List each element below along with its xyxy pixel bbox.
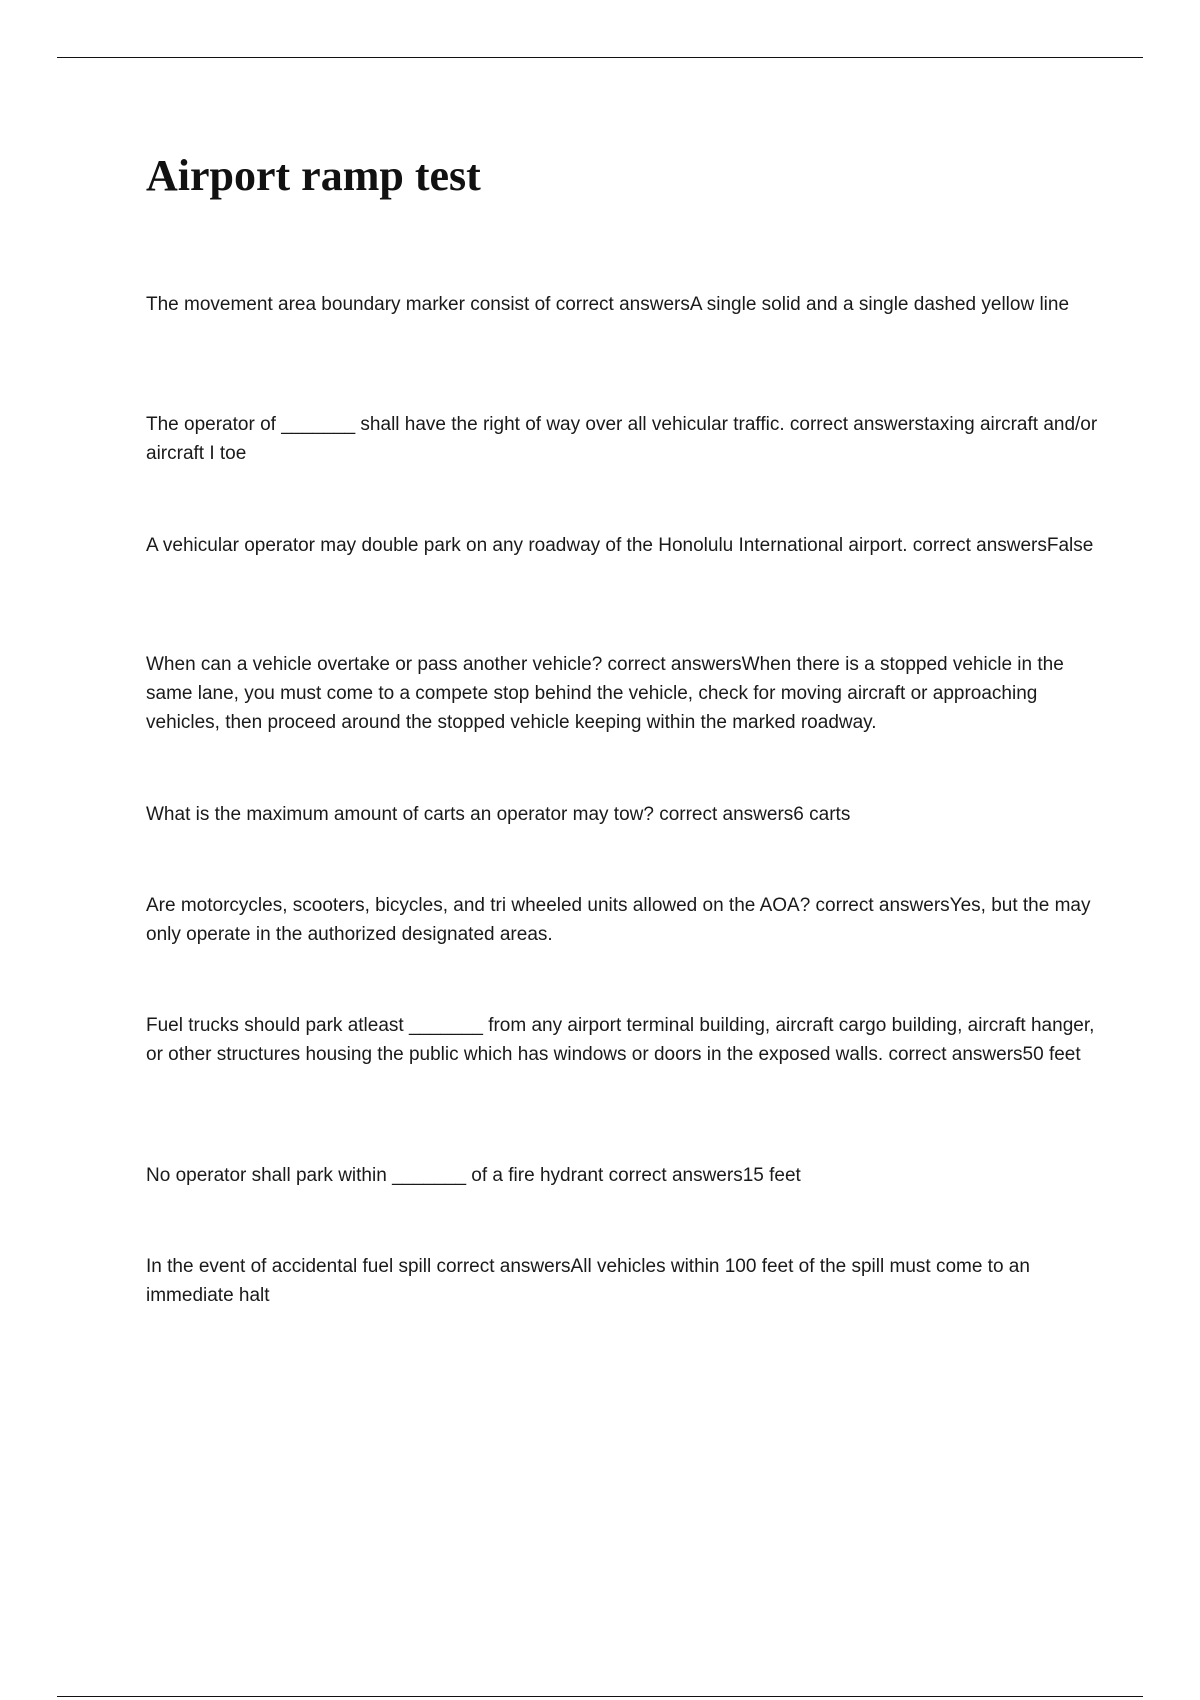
qa-item-8: No operator shall park within _______ of a fire hydrant correct answers15 feet [146,1165,801,1186]
qa-item-4: When can a vehicle overtake or pass another vehicle? correct answersWhen there is a stopped vehicle in the same lane, you must come to a compete stop behind the vehicle, check for moving aircraft or approaching vehicles, then proceed around the stopped vehicle keeping within the marked roadway. [146,654,1064,733]
qa-item-5: What is the maximum amount of carts an operator may tow? correct answers6 carts [146,804,851,825]
qa-item-7: Fuel trucks should park atleast _______ from any airport terminal building, aircraft cargo building, aircraft hanger, or other structures housing the public which has windows or doors in the exposed walls. correct answers50 feet [146,1015,1095,1065]
qa-item-6: Are motorcycles, scooters, bicycles, and tri wheeled units allowed on the AOA? correct answersYes, but the may only operate in the authorized designated areas. [146,895,1091,945]
page-title: Airport ramp test [146,151,481,200]
qa-item-1: The movement area boundary marker consist of correct answersA single solid and a single dashed yellow line [146,294,1070,315]
qa-item-9: In the event of accidental fuel spill correct answersAll vehicles within 100 feet of the spill must come to an immediate halt [146,1256,1030,1306]
qa-item-2: The operator of _______ shall have the right of way over all vehicular traffic. correct answerstaxing aircraft and/or aircraft I toe [146,414,1098,464]
qa-item-3: A vehicular operator may double park on any roadway of the Honolulu International airport. correct answersFalse [146,535,1094,556]
footer-rule [57,1696,1143,1697]
header-rule [57,57,1143,58]
